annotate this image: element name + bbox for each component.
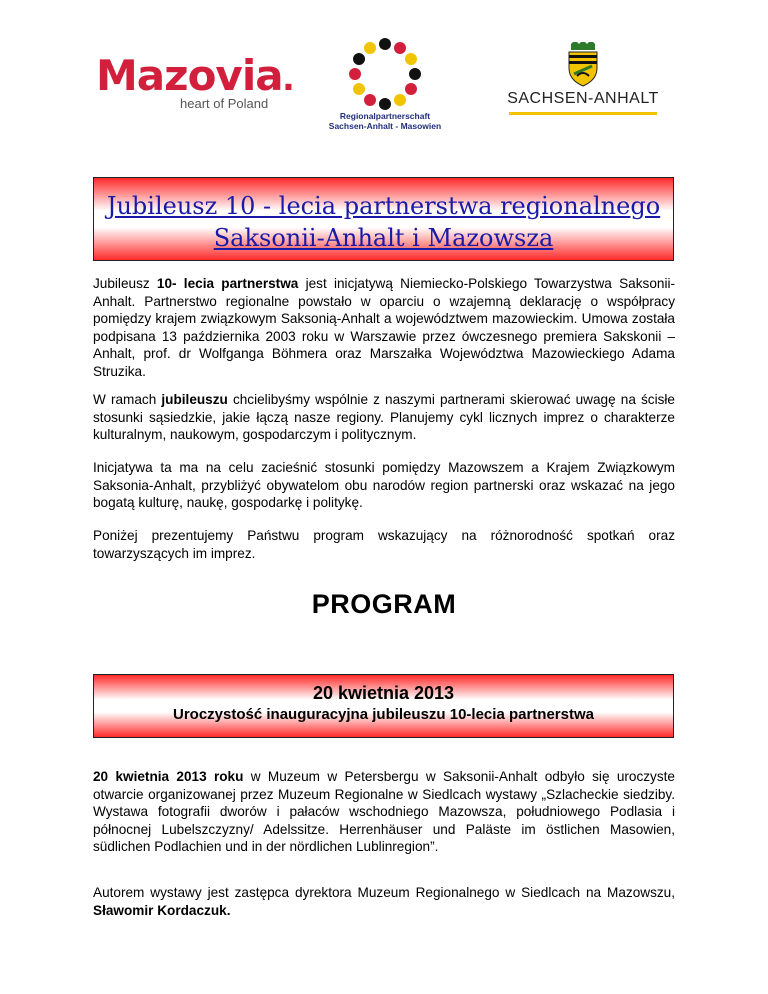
coat-of-arms-icon: [505, 42, 661, 88]
event-paragraph-2: [93, 884, 675, 919]
ring-dot: [379, 38, 391, 50]
ring-dot: [394, 94, 406, 106]
program-heading: PROGRAM: [311, 589, 457, 619]
text-run: w Muzeum w Petersbergu w Saksonii-Anhalt odbyło się uroczyste otwarcie organizowanej przez Muzeum Regionalne w Siedlcach wystawy „Szlacheckie siedziby. Wystawa fotografii dworów i pałaców wschodniego Mazowsza, południowego Podlasia i północnej Lubelszczyzny/ Adelssitze. Herrenhäuser und Paläste im östlichen Masowien, südlichen Podlachien und in der nördlichen Lublinregion”.: [93, 769, 675, 854]
mazovia-tagline: heart of Poland: [180, 96, 269, 111]
ring-dot: [405, 53, 417, 65]
text-run: W ramach: [93, 392, 162, 407]
regionalpartnerschaft-logo: [310, 38, 460, 138]
event-subtitle: Uroczystość inauguracyjna jubileuszu 10-lecia partnerstwa: [173, 706, 594, 723]
ring-dot: [353, 53, 365, 65]
partnership-caption-2: Sachsen-Anhalt - Masowien: [328, 121, 442, 131]
ring-dot: [394, 42, 406, 54]
bold-run: jubileuszu: [161, 392, 228, 407]
bold-run: 20 kwietnia 2013 roku: [93, 769, 244, 784]
title-line-2: Saksonii-Anhalt i Mazowsza: [213, 224, 554, 252]
ring-dot: [353, 83, 365, 95]
ring-dot: [409, 68, 421, 80]
text-run: Autorem wystawy jest zastępca dyrektora Muzeum Regionalnego w Siedlcach na Mazowszu,: [93, 885, 675, 900]
logo-row: [0, 38, 768, 138]
ring-dot: [349, 68, 361, 80]
title-banner: [93, 177, 674, 261]
sachsen-anhalt-logo: [505, 42, 661, 132]
intro-paragraph-4: Poniżej prezentujemy Państwu program wskazujący na różnorodność spotkań oraz towarzyszących im imprez.: [93, 528, 675, 561]
dot-circle-icon: [310, 38, 460, 110]
sachsen-anhalt-name: SACHSEN-ANHALT: [507, 90, 659, 107]
mazovia-dot: .: [282, 52, 295, 99]
bold-run: 10- lecia partnerstwa: [156, 276, 299, 291]
event-paragraph-1: [93, 768, 675, 856]
event-banner: [93, 674, 674, 738]
ring-dot: [364, 94, 376, 106]
bold-run: Sławomir Kordaczuk.: [93, 902, 231, 918]
intro-paragraph-1: [93, 275, 675, 380]
title-line-1: Jubileusz 10 - lecia partnerstwa regionalnego: [106, 192, 661, 220]
mazovia-wordmark: Mazovia: [96, 51, 283, 100]
sachsen-underline: [509, 112, 657, 115]
mazovia-logo: [96, 52, 296, 112]
ring-dot: [379, 98, 391, 110]
event-date: 20 kwietnia 2013: [312, 683, 455, 703]
ring-dot: [364, 42, 376, 54]
text-run: jest inicjatywą Niemiecko-Polskiego Towarzystwa Saksonii-Anhalt. Partnerstwo regionalne powstało w oparciu o wzajemną deklarację o współpracy pomiędzy krajem związkowym Saksonią-Anhalt a województwem mazowieckim. Umowa została podpisana 13 października 2003 roku w Warszawie przez ówczesnego premiera Sakskonii – Anhalt, prof. dr Wolfganga Böhmera oraz Marszałka Województwa Mazowieckiego Adama Struzika.: [93, 276, 676, 379]
partnership-caption-1: Regionalpartnerschaft: [339, 111, 431, 121]
ring-dot: [405, 83, 417, 95]
text-run: chcielibyśmy wspólnie z naszymi partnerami skierować uwagę na ścisłe stosunki sąsiedzkie, jakie łączą nasze regiony. Planujemy cykl licznych imprez o charakterze kulturalnym, naukowym, gospodarczym i politycznym.: [93, 392, 675, 442]
intro-paragraph-2: [93, 391, 675, 444]
intro-paragraph-3: Inicjatywa ta ma na celu zacieśnić stosunki pomiędzy Mazowszem a Krajem Związkowym Saksonia-Anhalt, przybliżyć obywatelom obu narodów region partnerski oraz wskazać na jego bogatą kulturę, naukę, gospodarkę i politykę.: [93, 460, 675, 510]
text-run: Jubileusz: [93, 276, 157, 291]
